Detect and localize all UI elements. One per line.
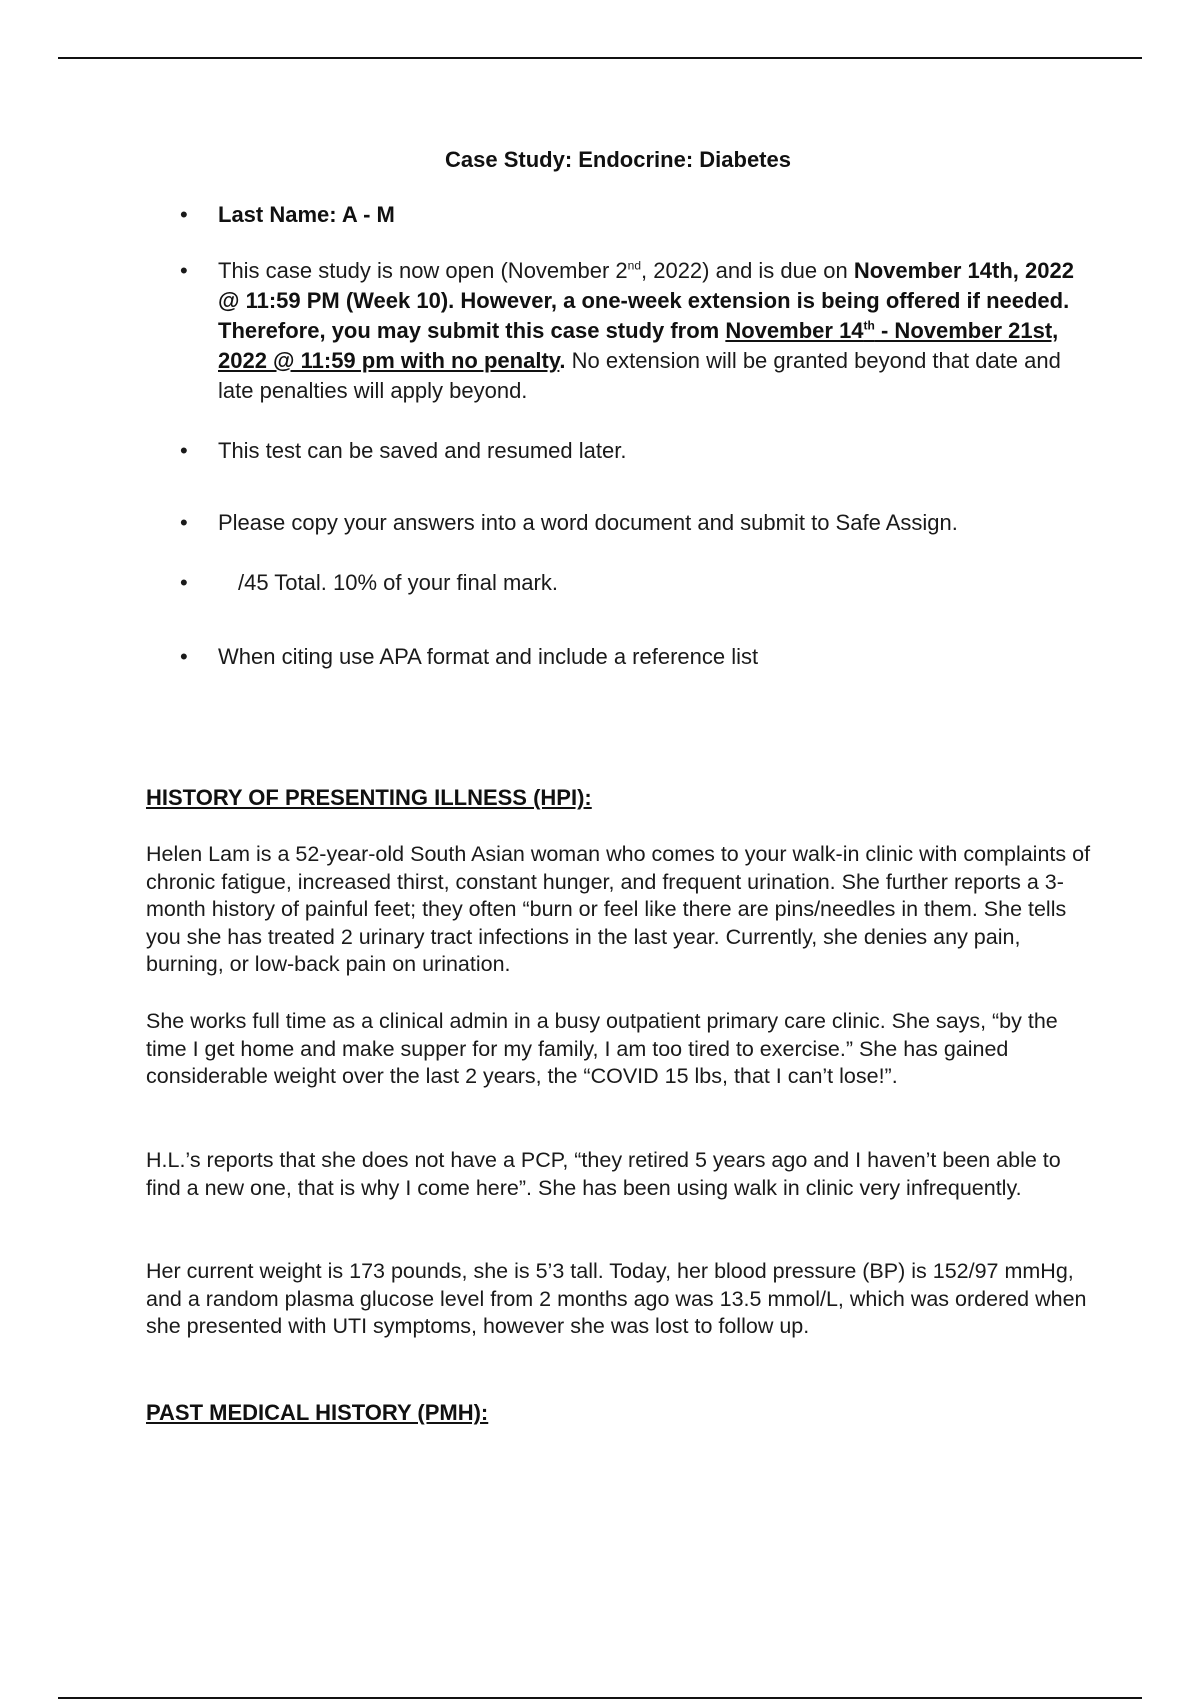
window-start: November 14 (725, 318, 864, 343)
list-item (180, 256, 1080, 436)
late-penalty-note: No extension will be granted beyond that date and late penalties will apply beyond. (218, 348, 1061, 403)
bullet-icon: • (180, 202, 188, 227)
hpi-paragraph-3 (146, 1147, 1096, 1202)
citation-note: When citing use APA format and include a reference list (218, 644, 759, 669)
pmh-heading-text: PAST MEDICAL HISTORY (PMH): (146, 1400, 489, 1425)
bullet-icon: • (180, 438, 188, 463)
submission-note: Please copy your answers into a word document and submit to Safe Assign. (218, 510, 958, 535)
pmh-heading (146, 1400, 1096, 1426)
due-text-part: This case study is now open (November 2 (218, 258, 628, 283)
save-resume-note: This test can be saved and resumed later. (218, 438, 627, 463)
bullet-icon: • (180, 510, 188, 535)
hpi-paragraph-1 (146, 841, 1096, 979)
bullet-icon: • (180, 570, 188, 595)
list-item (180, 200, 1080, 256)
due-text-part: , 2022) and is due on (641, 258, 854, 283)
instructions-list (180, 200, 1080, 672)
list-item (180, 508, 1080, 568)
paragraph: Helen Lam is a 52-year-old South Asian woman who comes to your walk-in clinic with complaints of chronic fatigue, increased thirst, constant hunger, and frequent urination. She further reports a 3-month history of painful feet; they often “burn or feel like there are pins/needles in them. She tells you she has treated 2 urinary tract infections in the last year. Currently, she denies any pain, burning, or low-back pain on urination. (146, 842, 1091, 976)
superscript: th (863, 318, 875, 333)
due-date-text (218, 256, 1080, 406)
hpi-paragraph-2 (146, 1008, 1096, 1091)
superscript: nd (627, 258, 641, 273)
list-item (180, 436, 1080, 508)
top-rule (58, 57, 1142, 59)
due-date-bold: November 14th, 2022 @ 11:59 PM (Week 10). However, a one-week extension is being offered if needed. Therefore, you may submit this case study from (218, 258, 1074, 343)
hpi-heading (146, 785, 1096, 811)
list-item (180, 568, 1080, 642)
paragraph: H.L.’s reports that she does not have a PCP, “they retired 5 years ago and I haven’t been able to find a new one, that is why I come here”. She has been using walk in clinic very infrequently. (146, 1148, 1061, 1200)
hpi-heading-text: HISTORY OF PRESENTING ILLNESS (HPI): (146, 785, 592, 810)
hpi-paragraph-4 (146, 1258, 1096, 1341)
paragraph: Her current weight is 173 pounds, she is 5’3 tall. Today, her blood pressure (BP) is 152/97 mmHg, and a random plasma glucose level from 2 months ago was 13.5 mmol/L, which was ordered when she presented with UTI symptoms, however she was lost to follow up. (146, 1259, 1087, 1338)
total-marks: /45 Total. 10% of your final mark. (238, 570, 558, 595)
last-name-range: Last Name: A - M (218, 202, 395, 227)
document-title: Case Study: Endocrine: Diabetes (445, 147, 791, 172)
list-item (180, 642, 1080, 672)
bullet-icon: • (180, 258, 188, 283)
bottom-rule (58, 1697, 1142, 1699)
paragraph: She works full time as a clinical admin in a busy outpatient primary care clinic. She says, “by the time I get home and make supper for my family, I am too tired to exercise.” She has gained considerable weight over the last 2 years, the “COVID 15 lbs, that I can’t lose!”. (146, 1009, 1058, 1088)
window-end: - November 21st, 2022 @ 11:59 pm with no penalty (218, 318, 1059, 373)
bullet-icon: • (180, 644, 188, 669)
period: . (559, 348, 566, 373)
